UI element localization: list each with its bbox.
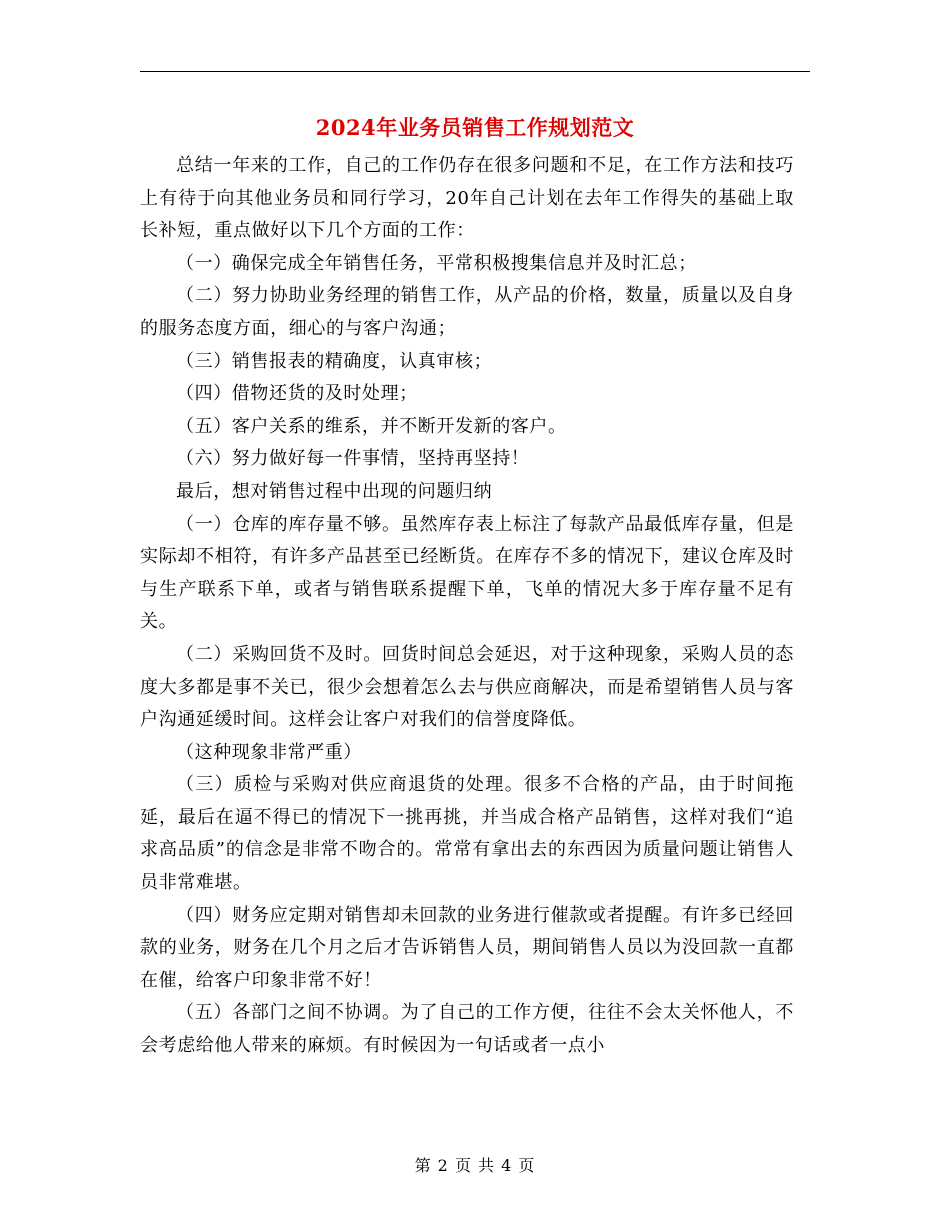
paragraph-item-5: （五）客户关系的维系，并不断开发新的客户。 [176, 415, 567, 437]
page-title: 2024年业务员销售工作规划范文 [315, 115, 635, 140]
paragraph-summary-heading: 最后，想对销售过程中出现的问题归纳 [176, 480, 493, 502]
page-footer: 第 2 页 共 4 页 [414, 1156, 536, 1175]
paragraph-issue-5: （五）各部门之间不协调。为了自己的工作方便，往往不会太关怀他人，不会考虑给他人带来的麻烦。有时候因为一句话或者一点小 [140, 1002, 794, 1057]
paragraph-item-1: （一）确保完成全年销售任务，平常积极搜集信息并及时汇总； [176, 252, 697, 274]
paragraph-issue-4: （四）财务应定期对销售却未回款的业务进行催款或者提醒。有许多已经回款的业务，财务在几个月之后才告诉销售人员，期间销售人员以为没回款一直都在催，给客户印象非常不好！ [140, 904, 794, 991]
paragraph-item-6: （六）努力做好每一件事情，坚持再坚持！ [176, 448, 530, 470]
paragraph-issue-1: （一）仓库的库存量不够。虽然库存表上标注了每款产品最低库存量，但是实际却不相符，有许多产品甚至已经断货。在库存不多的情况下，建议仓库及时与生产联系下单，或者与销售联系提醒下单，飞单的情况大多于库存量不足有关。 [140, 513, 794, 633]
document-body [140, 150, 794, 1063]
paragraph-item-3: （三）销售报表的精确度，认真审核； [176, 350, 493, 372]
paragraph-issue-2-note: （这种现象非常严重） [176, 741, 362, 763]
header-rule [140, 71, 810, 72]
paragraph-item-4: （四）借物还货的及时处理； [176, 383, 418, 405]
paragraph-issue-3: （三）质检与采购对供应商退货的处理。很多不合格的产品，由于时间拖延，最后在逼不得已的情况下一挑再挑，并当成合格产品销售，这样对我们“追求高品质”的信念是非常不吻合的。常常有拿出去的东西因为质量问题让销售人员非常难堪。 [140, 774, 794, 894]
paragraph-intro: 总结一年来的工作，自己的工作仍存在很多问题和不足，在工作方法和技巧上有待于向其他业务员和同行学习，20年自己计划在去年工作得失的基础上取长补短，重点做好以下几个方面的工作： [140, 155, 794, 242]
paragraph-item-2: （二）努力协助业务经理的销售工作，从产品的价格，数量，质量以及自身的服务态度方面，细心的与客户沟通； [140, 285, 794, 339]
paragraph-issue-2: （二）采购回货不及时。回货时间总会延迟，对于这种现象，采购人员的态度大多都是事不关已，很少会想着怎么去与供应商解决，而是希望销售人员与客户沟通延缓时间。这样会让客户对我们的信誉度降低。 [140, 643, 794, 731]
